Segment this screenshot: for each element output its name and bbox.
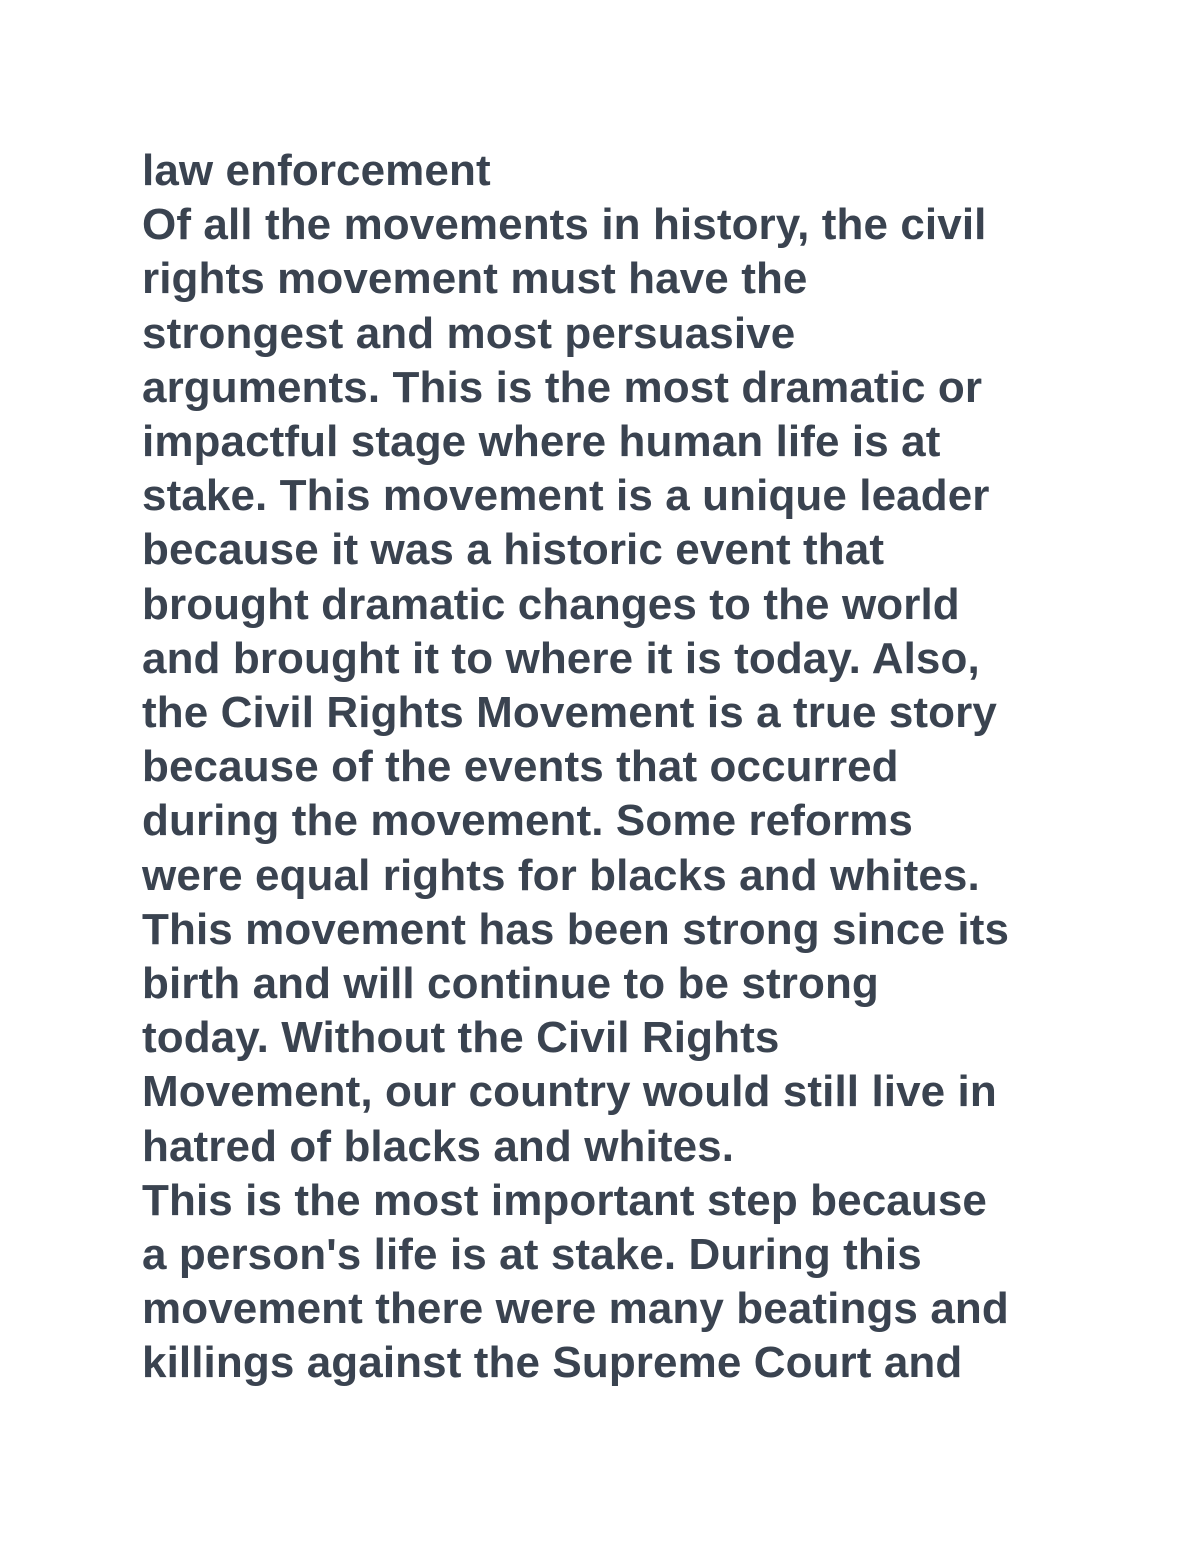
text-line: stake. This movement is a unique leader bbox=[142, 471, 990, 521]
text-line: strongest and most persuasive bbox=[142, 308, 796, 358]
text-line: a person's life is at stake. During this bbox=[142, 1230, 922, 1280]
text-line: and brought it to where it is today. Also, bbox=[142, 633, 980, 683]
text-line: brought dramatic changes to the world bbox=[142, 579, 960, 629]
text-line: movement there were many beatings and bbox=[142, 1284, 1009, 1334]
text-line: killings against the Supreme Court and bbox=[142, 1338, 963, 1388]
text-line: Of all the movements in history, the civil bbox=[142, 200, 987, 250]
text-line: because of the events that occurred bbox=[142, 742, 899, 792]
text-line: Movement, our country would still live in bbox=[142, 1067, 997, 1117]
text-line: impactful stage where human life is at bbox=[142, 417, 941, 467]
text-line: hatred of blacks and whites. bbox=[142, 1121, 735, 1171]
text-line: This movement has been strong since its bbox=[142, 904, 1010, 954]
text-line: arguments. This is the most dramatic or bbox=[142, 362, 983, 412]
text-line: rights movement must have the bbox=[142, 254, 808, 304]
text-line: during the movement. Some reforms bbox=[142, 796, 914, 846]
text-line: the Civil Rights Movement is a true story bbox=[142, 688, 997, 738]
text-line: because it was a historic event that bbox=[142, 525, 885, 575]
text-line: This is the most important step because bbox=[142, 1175, 987, 1225]
text-line: birth and will continue to be strong bbox=[142, 959, 879, 1009]
text-line: law enforcement bbox=[142, 146, 491, 195]
text-line: were equal rights for blacks and whites. bbox=[142, 850, 980, 900]
document-body bbox=[142, 144, 1102, 1391]
text-line: today. Without the Civil Rights bbox=[142, 1013, 780, 1063]
